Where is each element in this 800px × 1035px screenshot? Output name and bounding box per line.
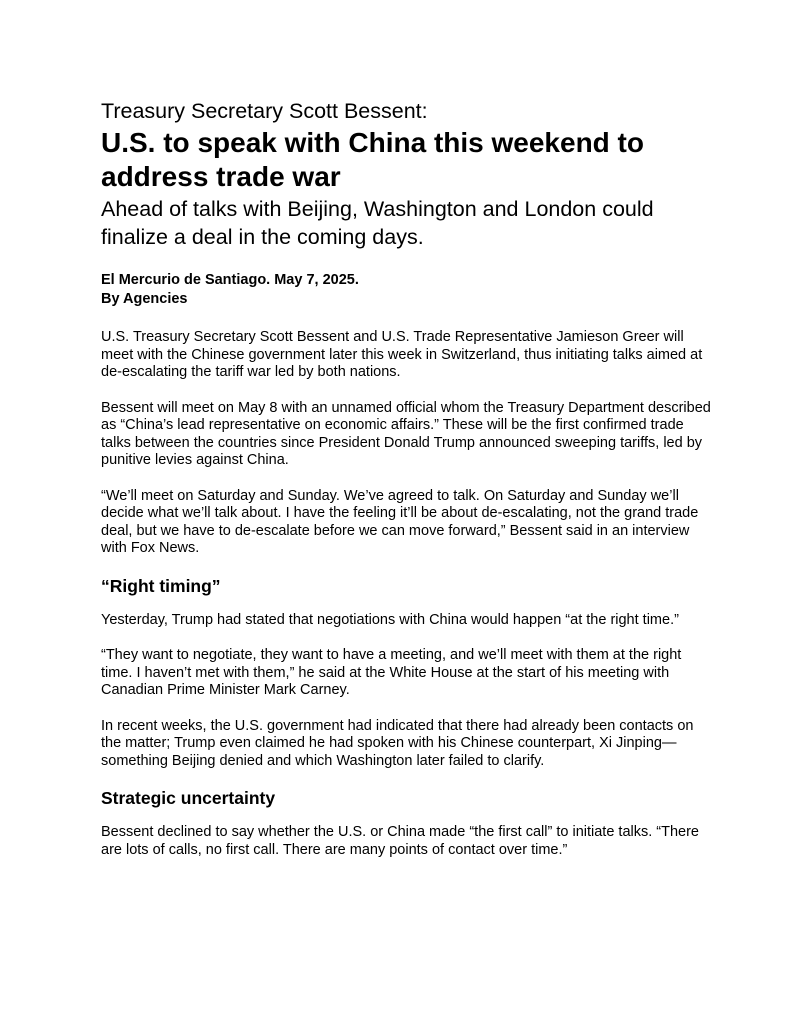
article-deck: Ahead of talks with Beijing, Washington and London could finalize a deal in the coming days.	[101, 197, 654, 249]
author-line: By Agencies	[101, 291, 188, 307]
byline	[101, 271, 711, 309]
body-paragraph: “We’ll meet on Saturday and Sunday. We’ve agreed to talk. On Saturday and Sunday we’ll decide what we’ll talk about. I have the feeling it’ll be about de-escalating, not the grand trade deal, but we have to de-escalate before we can move forward,” Bessent said in an interview with Fox News.	[101, 487, 699, 556]
section-heading-right-timing: “Right timing”	[101, 575, 221, 596]
article-headline: U.S. to speak with China this weekend to address trade war	[101, 127, 644, 192]
body-paragraph: “They want to negotiate, they want to have a meeting, and we’ll meet with them at the right time. I haven’t met with them,” he said at the White House at the start of his meeting with Canadian Prime Minister Mark Carney.	[101, 647, 682, 698]
article-kicker: Treasury Secretary Scott Bessent:	[101, 99, 428, 123]
body-paragraph: Bessent declined to say whether the U.S. or China made “the first call” to initiate talks. “There are lots of calls, no first call. There are many points of contact over time.”	[101, 824, 699, 858]
article	[101, 98, 711, 859]
body-paragraph: U.S. Treasury Secretary Scott Bessent and U.S. Trade Representative Jamieson Greer will meet with the Chinese government later this week in Switzerland, thus initiating talks aimed at de-escalating the tariff war led by both nations.	[101, 329, 703, 380]
section-heading-strategic-uncertainty: Strategic uncertainty	[101, 788, 276, 808]
body-paragraph: Yesterday, Trump had stated that negotiations with China would happen “at the right time.”	[101, 611, 679, 628]
source-line: El Mercurio de Santiago. May 7, 2025.	[101, 272, 359, 288]
body-paragraph: Bessent will meet on May 8 with an unnamed official whom the Treasury Department described as “China’s lead representative on economic affairs.” These will be the first confirmed trade talks between the countries since President Donald Trump announced sweeping tariffs, led by punitive levies against China.	[101, 399, 711, 468]
body-paragraph: In recent weeks, the U.S. government had indicated that there had already been contacts on the matter; Trump even claimed he had spoken with his Chinese counterpart, Xi Jinping—something Beijing denied and which Washington later failed to clarify.	[101, 717, 694, 769]
